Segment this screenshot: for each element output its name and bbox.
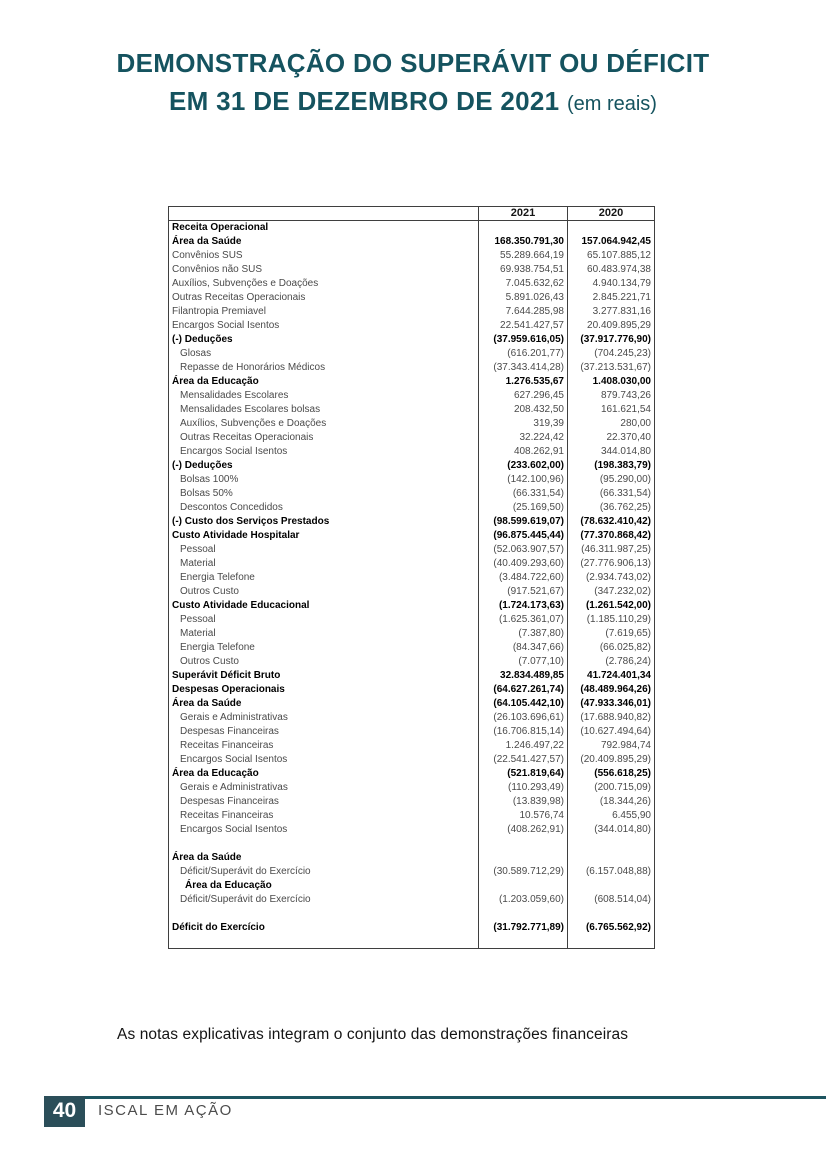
value-2021: (26.103.696,61) <box>479 711 568 725</box>
value-2021 <box>479 935 568 949</box>
row-label: Outras Receitas Operacionais <box>169 431 479 445</box>
value-2020 <box>568 851 655 865</box>
table-row <box>169 893 655 907</box>
row-label: Auxílios, Subvenções e Doações <box>169 417 479 431</box>
row-label: Convênios não SUS <box>169 263 479 277</box>
value-2021: (408.262,91) <box>479 823 568 837</box>
value-2021: (30.589.712,29) <box>479 865 568 879</box>
table-row <box>169 291 655 305</box>
value-2021: (917.521,67) <box>479 585 568 599</box>
value-2021: (22.541.427,57) <box>479 753 568 767</box>
value-2021: (66.331,54) <box>479 487 568 501</box>
column-header-label <box>169 207 479 221</box>
value-2020: (48.489.964,26) <box>580 684 651 695</box>
table-row <box>169 389 655 403</box>
row-label: Material <box>169 627 479 641</box>
table-row <box>169 613 655 627</box>
value-2021 <box>479 879 568 893</box>
row-label: Gerais e Administrativas <box>169 711 479 725</box>
row-label: Material <box>169 557 479 571</box>
row-label: Área da Educação <box>169 879 479 893</box>
row-label: Encargos Social Isentos <box>169 319 479 333</box>
footnote: As notas explicativas integram o conjunto das demonstrações financeiras <box>117 1026 629 1043</box>
value-2020: (18.344,26) <box>599 796 651 807</box>
value-2020: (37.917.776,90) <box>580 334 651 345</box>
value-2020: (95.290,00) <box>599 474 651 485</box>
page-title-suffix: (em reais) <box>566 93 657 115</box>
footer-title: ISCAL EM AÇÃO <box>98 1102 233 1119</box>
value-2021: (1.625.361,07) <box>479 613 568 627</box>
row-label: Receitas Financeiras <box>169 809 479 823</box>
row-label: Descontos Concedidos <box>169 501 479 515</box>
table-row <box>169 431 655 445</box>
row-label: Área da Educação <box>169 767 479 781</box>
value-2020: 344.014,80 <box>600 446 651 457</box>
value-2020: 879.743,26 <box>600 390 651 401</box>
value-2020: (47.933.346,01) <box>580 698 651 709</box>
row-label: Despesas Financeiras <box>169 795 479 809</box>
value-2021: (13.839,98) <box>479 795 568 809</box>
row-label: Encargos Social Isentos <box>169 753 479 767</box>
value-2021 <box>479 837 568 851</box>
page-title-line2: EM 31 DE DEZEMBRO DE 2021 (em reais) <box>169 86 657 116</box>
table-row <box>169 515 655 529</box>
value-2020: 20.409.895,29 <box>587 320 651 331</box>
value-2021: (521.819,64) <box>479 767 568 781</box>
value-2020: 1.408.030,00 <box>592 376 651 387</box>
value-2021: 208.432,50 <box>479 403 568 417</box>
value-2021: (616.201,77) <box>479 347 568 361</box>
value-2021 <box>479 851 568 865</box>
row-label: Auxílios, Subvenções e Doações <box>169 277 479 291</box>
value-2020: (7.619,65) <box>605 628 651 639</box>
value-2020: 6.455,90 <box>612 810 651 821</box>
value-2020: (66.025,82) <box>599 642 651 653</box>
row-label: Outros Custo <box>169 585 479 599</box>
row-label: Gerais e Administrativas <box>169 781 479 795</box>
value-2021: (25.169,50) <box>479 501 568 515</box>
value-2020: 161.621,54 <box>600 404 651 415</box>
value-2021: 627.296,45 <box>479 389 568 403</box>
row-label <box>169 837 479 851</box>
table-row <box>169 921 655 935</box>
value-2020: 41.724.401,34 <box>587 670 651 681</box>
value-2020: (10.627.494,64) <box>580 726 651 737</box>
row-label: (-) Deduções <box>169 333 479 347</box>
row-label: Mensalidades Escolares bolsas <box>169 403 479 417</box>
table-row <box>169 361 655 375</box>
value-2020: (37.213.531,67) <box>580 362 651 373</box>
page-title-line1: DEMONSTRAÇÃO DO SUPERÁVIT OU DÉFICIT <box>116 48 710 78</box>
row-label: Bolsas 100% <box>169 473 479 487</box>
row-label: Convênios SUS <box>169 249 479 263</box>
row-label: Glosas <box>169 347 479 361</box>
value-2020 <box>568 837 655 851</box>
value-2020: (347.232,02) <box>594 586 651 597</box>
value-2021: (98.599.619,07) <box>479 515 568 529</box>
table-row <box>169 655 655 669</box>
value-2021: (37.343.414,28) <box>479 361 568 375</box>
table-row <box>169 851 655 865</box>
row-label: Área da Saúde <box>169 235 479 249</box>
table-row <box>169 837 655 851</box>
table-row <box>169 865 655 879</box>
value-2021: 1.276.535,67 <box>479 375 568 389</box>
table-row <box>169 347 655 361</box>
table-row <box>169 487 655 501</box>
table-row <box>169 305 655 319</box>
value-2020: (20.409.895,29) <box>580 754 651 765</box>
table-row <box>169 501 655 515</box>
table-row <box>169 529 655 543</box>
table-row <box>169 221 655 235</box>
value-2020: 792.984,74 <box>600 740 651 751</box>
table-row <box>169 697 655 711</box>
row-label: Despesas Financeiras <box>169 725 479 739</box>
value-2020: (36.762,25) <box>599 502 651 513</box>
value-2021: (40.409.293,60) <box>479 557 568 571</box>
row-label: Déficit/Superávit do Exercício <box>169 865 479 879</box>
table-body <box>169 221 655 949</box>
value-2021: (52.063.907,57) <box>479 543 568 557</box>
table-header-row <box>169 207 655 221</box>
table-row <box>169 767 655 781</box>
value-2021: (16.706.815,14) <box>479 725 568 739</box>
value-2021: 7.045.632,62 <box>479 277 568 291</box>
value-2021: (7.387,80) <box>479 627 568 641</box>
value-2020: 157.064.942,45 <box>581 236 651 247</box>
table-row <box>169 473 655 487</box>
row-label: Pessoal <box>169 613 479 627</box>
row-label: (-) Deduções <box>169 459 479 473</box>
value-2021: (3.484.722,60) <box>479 571 568 585</box>
row-label: Energia Telefone <box>169 641 479 655</box>
value-2020: 2.845.221,71 <box>592 292 651 303</box>
table-row <box>169 417 655 431</box>
value-2021: 69.938.754,51 <box>479 263 568 277</box>
table-row <box>169 907 655 921</box>
value-2021 <box>479 221 568 235</box>
row-label: Filantropia Premiavel <box>169 305 479 319</box>
table-row <box>169 557 655 571</box>
table-row <box>169 445 655 459</box>
table-row <box>169 459 655 473</box>
value-2021 <box>479 907 568 921</box>
page-title <box>0 44 826 123</box>
table-row <box>169 809 655 823</box>
row-label <box>169 935 479 949</box>
table-row <box>169 823 655 837</box>
table-row <box>169 249 655 263</box>
table-row <box>169 683 655 697</box>
row-label: Encargos Social Isentos <box>169 823 479 837</box>
row-label: Bolsas 50% <box>169 487 479 501</box>
value-2020 <box>568 935 655 949</box>
value-2020: (2.934.743,02) <box>585 572 651 583</box>
row-label: Déficit do Exercício <box>169 921 479 935</box>
value-2021: (1.724.173,63) <box>479 599 568 613</box>
table-row <box>169 739 655 753</box>
table-row <box>169 571 655 585</box>
value-2020: 60.483.974,38 <box>587 264 651 275</box>
table-row <box>169 627 655 641</box>
row-label: Outras Receitas Operacionais <box>169 291 479 305</box>
row-label: Custo Atividade Educacional <box>169 599 479 613</box>
row-label: Pessoal <box>169 543 479 557</box>
table-row <box>169 235 655 249</box>
value-2020: 22.370,40 <box>606 432 651 443</box>
table-row <box>169 403 655 417</box>
table-row <box>169 543 655 557</box>
value-2020 <box>568 879 655 893</box>
value-2021: (142.100,96) <box>479 473 568 487</box>
value-2020: (17.688.940,82) <box>580 712 651 723</box>
value-2021: 7.644.285,98 <box>479 305 568 319</box>
value-2020: (2.786,24) <box>605 656 651 667</box>
table-row <box>169 277 655 291</box>
value-2020: 3.277.831,16 <box>592 306 651 317</box>
value-2021: 319,39 <box>479 417 568 431</box>
value-2021: 5.891.026,43 <box>479 291 568 305</box>
row-label: Receita Operacional <box>169 221 479 235</box>
value-2020: (1.185.110,29) <box>586 614 651 625</box>
value-2021: 32.834.489,85 <box>479 669 568 683</box>
value-2021: (64.105.442,10) <box>479 697 568 711</box>
table-row <box>169 669 655 683</box>
value-2020: (556.618,25) <box>594 768 651 779</box>
row-label: Área da Saúde <box>169 851 479 865</box>
value-2021: (64.627.261,74) <box>479 683 568 697</box>
value-2021: (96.875.445,44) <box>479 529 568 543</box>
row-label: (-) Custo dos Serviços Prestados <box>169 515 479 529</box>
table-row <box>169 725 655 739</box>
value-2020: (6.765.562,92) <box>585 922 651 933</box>
value-2021: (110.293,49) <box>479 781 568 795</box>
row-label: Energia Telefone <box>169 571 479 585</box>
value-2020: 280,00 <box>620 418 651 429</box>
value-2020: (200.715,09) <box>594 782 651 793</box>
value-2020 <box>568 907 655 921</box>
table-row <box>169 781 655 795</box>
value-2021: (84.347,66) <box>479 641 568 655</box>
table-row <box>169 753 655 767</box>
value-2021: 32.224,42 <box>479 431 568 445</box>
table-row <box>169 879 655 893</box>
value-2020: (66.331,54) <box>599 488 651 499</box>
value-2020: (46.311.987,25) <box>581 544 651 555</box>
value-2021: (7.077,10) <box>479 655 568 669</box>
table-row <box>169 263 655 277</box>
table-row <box>169 935 655 949</box>
financial-statement-table <box>168 206 655 949</box>
table-row <box>169 795 655 809</box>
column-header-2020: 2020 <box>568 207 655 221</box>
footer-rule <box>44 1096 826 1099</box>
row-label: Área da Educação <box>169 375 479 389</box>
value-2021: 55.289.664,19 <box>479 249 568 263</box>
value-2020: (344.014,80) <box>594 824 651 835</box>
column-header-2021: 2021 <box>479 207 568 221</box>
value-2020: (6.157.048,88) <box>585 866 651 877</box>
table-row <box>169 641 655 655</box>
value-2021: 168.350.791,30 <box>479 235 568 249</box>
row-label: Encargos Social Isentos <box>169 445 479 459</box>
table-row <box>169 711 655 725</box>
row-label: Outros Custo <box>169 655 479 669</box>
value-2020: 65.107.885,12 <box>587 250 651 261</box>
value-2020: (78.632.410,42) <box>580 516 651 527</box>
table-row <box>169 333 655 347</box>
row-label: Repasse de Honorários Médicos <box>169 361 479 375</box>
value-2021: 22.541.427,57 <box>479 319 568 333</box>
table-row <box>169 585 655 599</box>
row-label: Receitas Financeiras <box>169 739 479 753</box>
row-label: Despesas Operacionais <box>169 683 479 697</box>
value-2021: 10.576,74 <box>479 809 568 823</box>
value-2020: (27.776.906,13) <box>580 558 651 569</box>
value-2020: (608.514,04) <box>594 894 651 905</box>
value-2020: (704.245,23) <box>594 348 651 359</box>
row-label: Mensalidades Escolares <box>169 389 479 403</box>
row-label: Custo Atividade Hospitalar <box>169 529 479 543</box>
row-label: Déficit/Superávit do Exercício <box>169 893 479 907</box>
table-row <box>169 599 655 613</box>
value-2021: 1.246.497,22 <box>479 739 568 753</box>
value-2020: (1.261.542,00) <box>585 600 651 611</box>
value-2021: (37.959.616,05) <box>479 333 568 347</box>
row-label <box>169 907 479 921</box>
row-label: Superávit Déficit Bruto <box>169 669 479 683</box>
value-2020 <box>568 221 655 235</box>
value-2021: (31.792.771,89) <box>479 921 568 935</box>
value-2021: (1.203.059,60) <box>479 893 568 907</box>
value-2020: (198.383,79) <box>594 460 651 471</box>
row-label: Área da Saúde <box>169 697 479 711</box>
value-2021: (233.602,00) <box>479 459 568 473</box>
value-2020: (77.370.868,42) <box>580 530 651 541</box>
value-2021: 408.262,91 <box>479 445 568 459</box>
table-row <box>169 319 655 333</box>
page-number-badge: 40 <box>44 1096 85 1127</box>
value-2020: 4.940.134,79 <box>592 278 651 289</box>
table-row <box>169 375 655 389</box>
